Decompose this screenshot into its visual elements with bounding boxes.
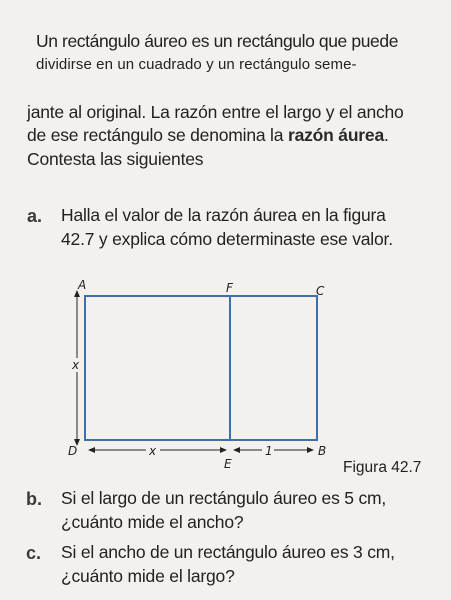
- body-line-3: Contesta las siguientes: [27, 149, 204, 169]
- question-c-line-1: Si el ancho de un rectángulo áureo es 3 cm,: [61, 542, 395, 562]
- question-b-line-2: ¿cuánto mide el ancho?: [61, 512, 244, 532]
- question-b-line-1: Si el largo de un rectángulo áureo es 5 cm,: [61, 488, 387, 508]
- point-f-label: F: [226, 281, 233, 295]
- side-x-vertical-label: x: [72, 358, 80, 372]
- body-line-1: jante al original. La razón entre el largo y el ancho: [27, 102, 404, 122]
- golden-ratio-term: razón áurea: [287, 125, 384, 145]
- point-d-label: D: [68, 444, 78, 458]
- point-e-label: E: [224, 457, 232, 471]
- intro-line-2: dividirse en un cuadrado y un rectángulo seme-: [36, 56, 357, 73]
- golden-rectangle: [85, 296, 317, 440]
- body-line-2-period: .: [384, 125, 389, 145]
- point-c-label: C: [316, 284, 325, 298]
- body-line-2-text: de ese rectángulo se denomina la: [27, 125, 288, 145]
- arrowhead-right-x: [220, 447, 227, 453]
- side-one-label: 1: [265, 444, 273, 458]
- question-a-line-1: Halla el valor de la razón áurea en la figura: [61, 205, 386, 225]
- arrowhead-left: [88, 447, 95, 453]
- arrowhead-left-one: [233, 447, 240, 453]
- arrowhead-right-one: [307, 447, 314, 453]
- question-a-label: a.: [27, 206, 43, 226]
- side-x-horizontal-label: x: [149, 444, 157, 458]
- figure-caption: Figura 42.7: [343, 459, 422, 476]
- point-a-label: A: [78, 278, 87, 292]
- question-a-line-2: 42.7 y explica cómo determinaste ese valor.: [61, 229, 393, 249]
- question-c-label: c.: [26, 543, 42, 563]
- point-b-label: B: [318, 444, 327, 458]
- intro-line-1: Un rectángulo áureo es un rectángulo que puede: [36, 31, 399, 51]
- question-b-label: b.: [26, 489, 42, 509]
- question-c-line-2: ¿cuánto mide el largo?: [61, 566, 235, 586]
